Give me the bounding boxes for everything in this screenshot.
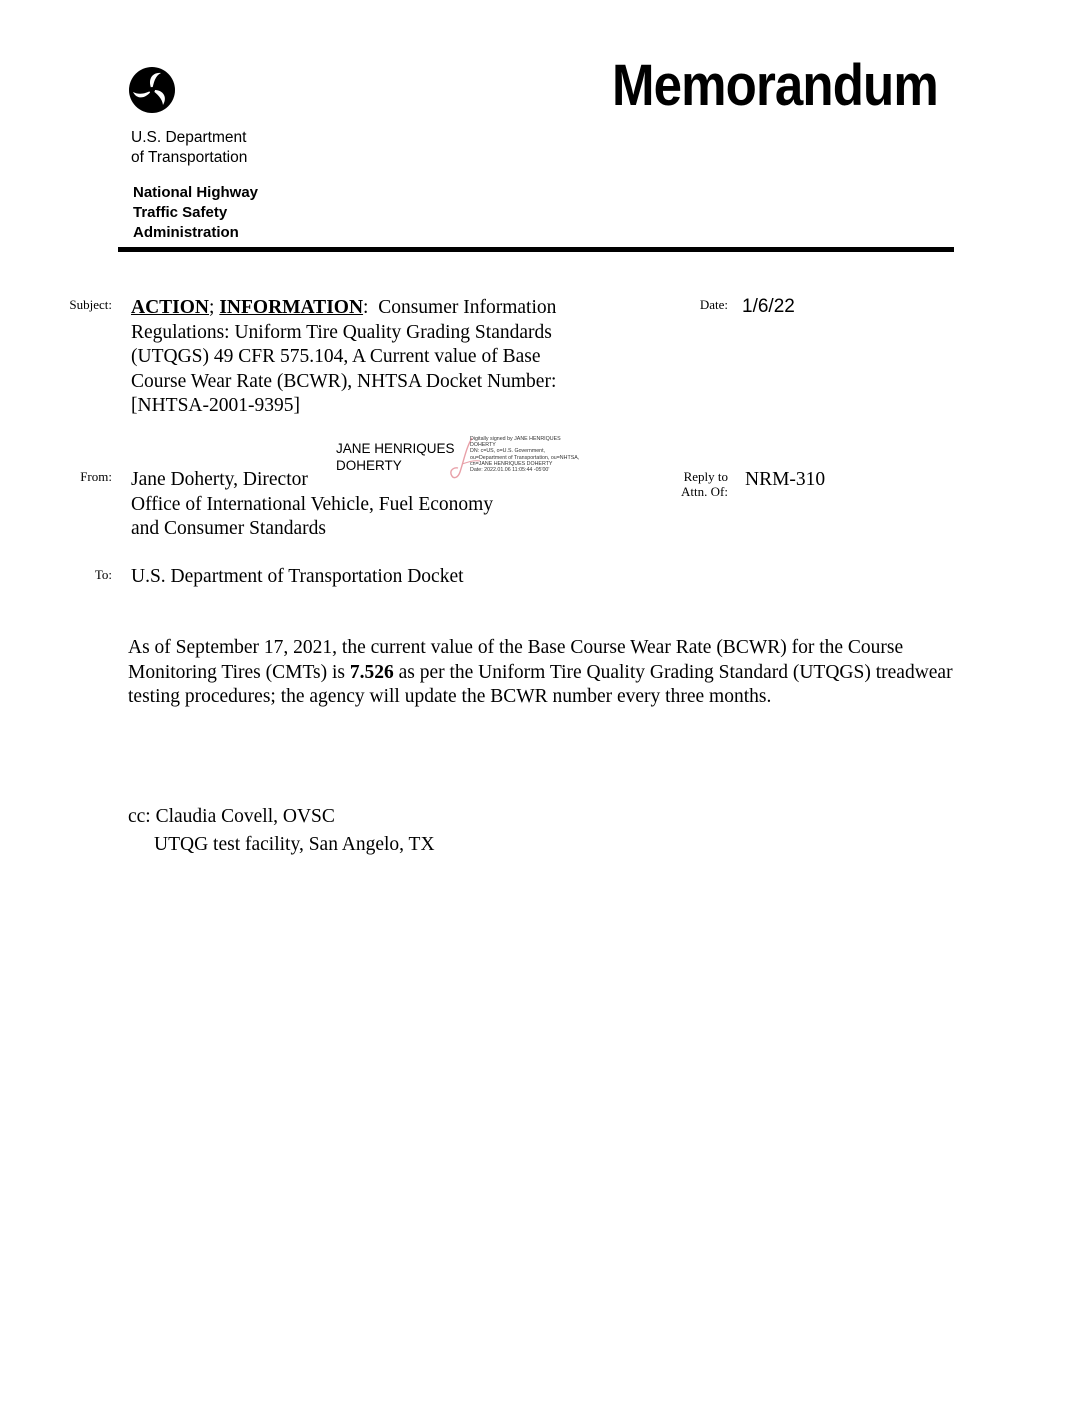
- subject-line-4: Course Wear Rate (BCWR), NHTSA Docket Number:: [131, 370, 557, 392]
- memo-title: Memorandum: [612, 53, 938, 118]
- subject-text-1: Consumer Information: [378, 297, 557, 318]
- cc-list: [128, 803, 435, 859]
- from-label: From:: [80, 469, 112, 484]
- subject-line-1: [131, 296, 611, 321]
- department-name: [131, 128, 247, 168]
- from-line-1: Jane Doherty, Director: [131, 469, 308, 490]
- reply-to-label-line-1: Reply to: [683, 469, 728, 484]
- dot-triskelion-logo-icon: [128, 66, 176, 114]
- subject-line-5: [NHTSA-2001-9395]: [131, 395, 300, 416]
- information-label: INFORMATION: [219, 297, 364, 318]
- body-text-after: as per the Uniform Tire Quality Grading Standard (UTQGS) treadwear testing procedures; the agency will update the BCWR number every three months.: [128, 661, 953, 707]
- from-text: [131, 468, 493, 542]
- reply-to-label: [640, 469, 728, 499]
- reply-to-value: NRM-310: [745, 469, 826, 490]
- cc-line-2: UTQG test facility, San Angelo, TX: [154, 834, 435, 855]
- header-divider: [118, 247, 954, 252]
- signature-detail-line-2: DOHERTY: [470, 442, 496, 449]
- signature-detail-line-3: DN: c=US, o=U.S. Government,: [470, 448, 546, 455]
- cc-line-1: cc: Claudia Covell, OVSC: [128, 806, 335, 827]
- action-label: ACTION: [131, 297, 210, 318]
- subject-text: [131, 296, 611, 419]
- from-line-3: and Consumer Standards: [131, 518, 326, 539]
- signature-detail-line-5: cn=JANE HENRIQUES DOHERTY: [470, 460, 553, 467]
- label-separator: ;: [209, 297, 215, 318]
- date-label: Date:: [699, 297, 728, 312]
- label-colon: :: [363, 297, 369, 318]
- signature-name-line-2: DOHERTY: [336, 458, 402, 473]
- signature-detail-line-4: ou=Department of Transportation, ou=NHTSA,: [470, 454, 580, 461]
- from-line-2: Office of International Vehicle, Fuel Economy: [131, 493, 494, 515]
- agency-line-3: Administration: [133, 224, 239, 241]
- to-label: To:: [94, 567, 112, 582]
- agency-name: [133, 183, 258, 243]
- subject-line-2: Regulations: Uniform Tire Quality Grading Standards: [131, 321, 552, 343]
- department-line-1: U.S. Department: [131, 129, 247, 146]
- agency-line-2: Traffic Safety: [133, 204, 228, 221]
- subject-line-3: (UTQGS) 49 CFR 575.104, A Current value of Base: [131, 346, 541, 367]
- to-value: U.S. Department of Transportation Docket: [131, 566, 464, 587]
- body-text-before: As of September 17, 2021, the current value of the Base Course Wear Rate (BCWR) for the Course Monitoring Tires (CMTs) is: [128, 637, 904, 683]
- date-value: 1/6/22: [742, 296, 795, 317]
- subject-label: Subject:: [69, 297, 112, 312]
- agency-line-1: National Highway: [133, 184, 259, 201]
- signature-detail-line-1: Digitally signed by JANE HENRIQUES: [470, 436, 561, 442]
- department-line-2: of Transportation: [131, 149, 248, 166]
- memo-body: [128, 636, 958, 710]
- signature-name-line-1: JANE HENRIQUES: [336, 441, 455, 456]
- reply-to-label-line-2: Attn. Of:: [681, 484, 728, 499]
- signature-detail-line-6: Date: 2022.01.06 11:05:44 -05'00': [470, 467, 550, 474]
- bcwr-value: 7.526: [349, 661, 394, 683]
